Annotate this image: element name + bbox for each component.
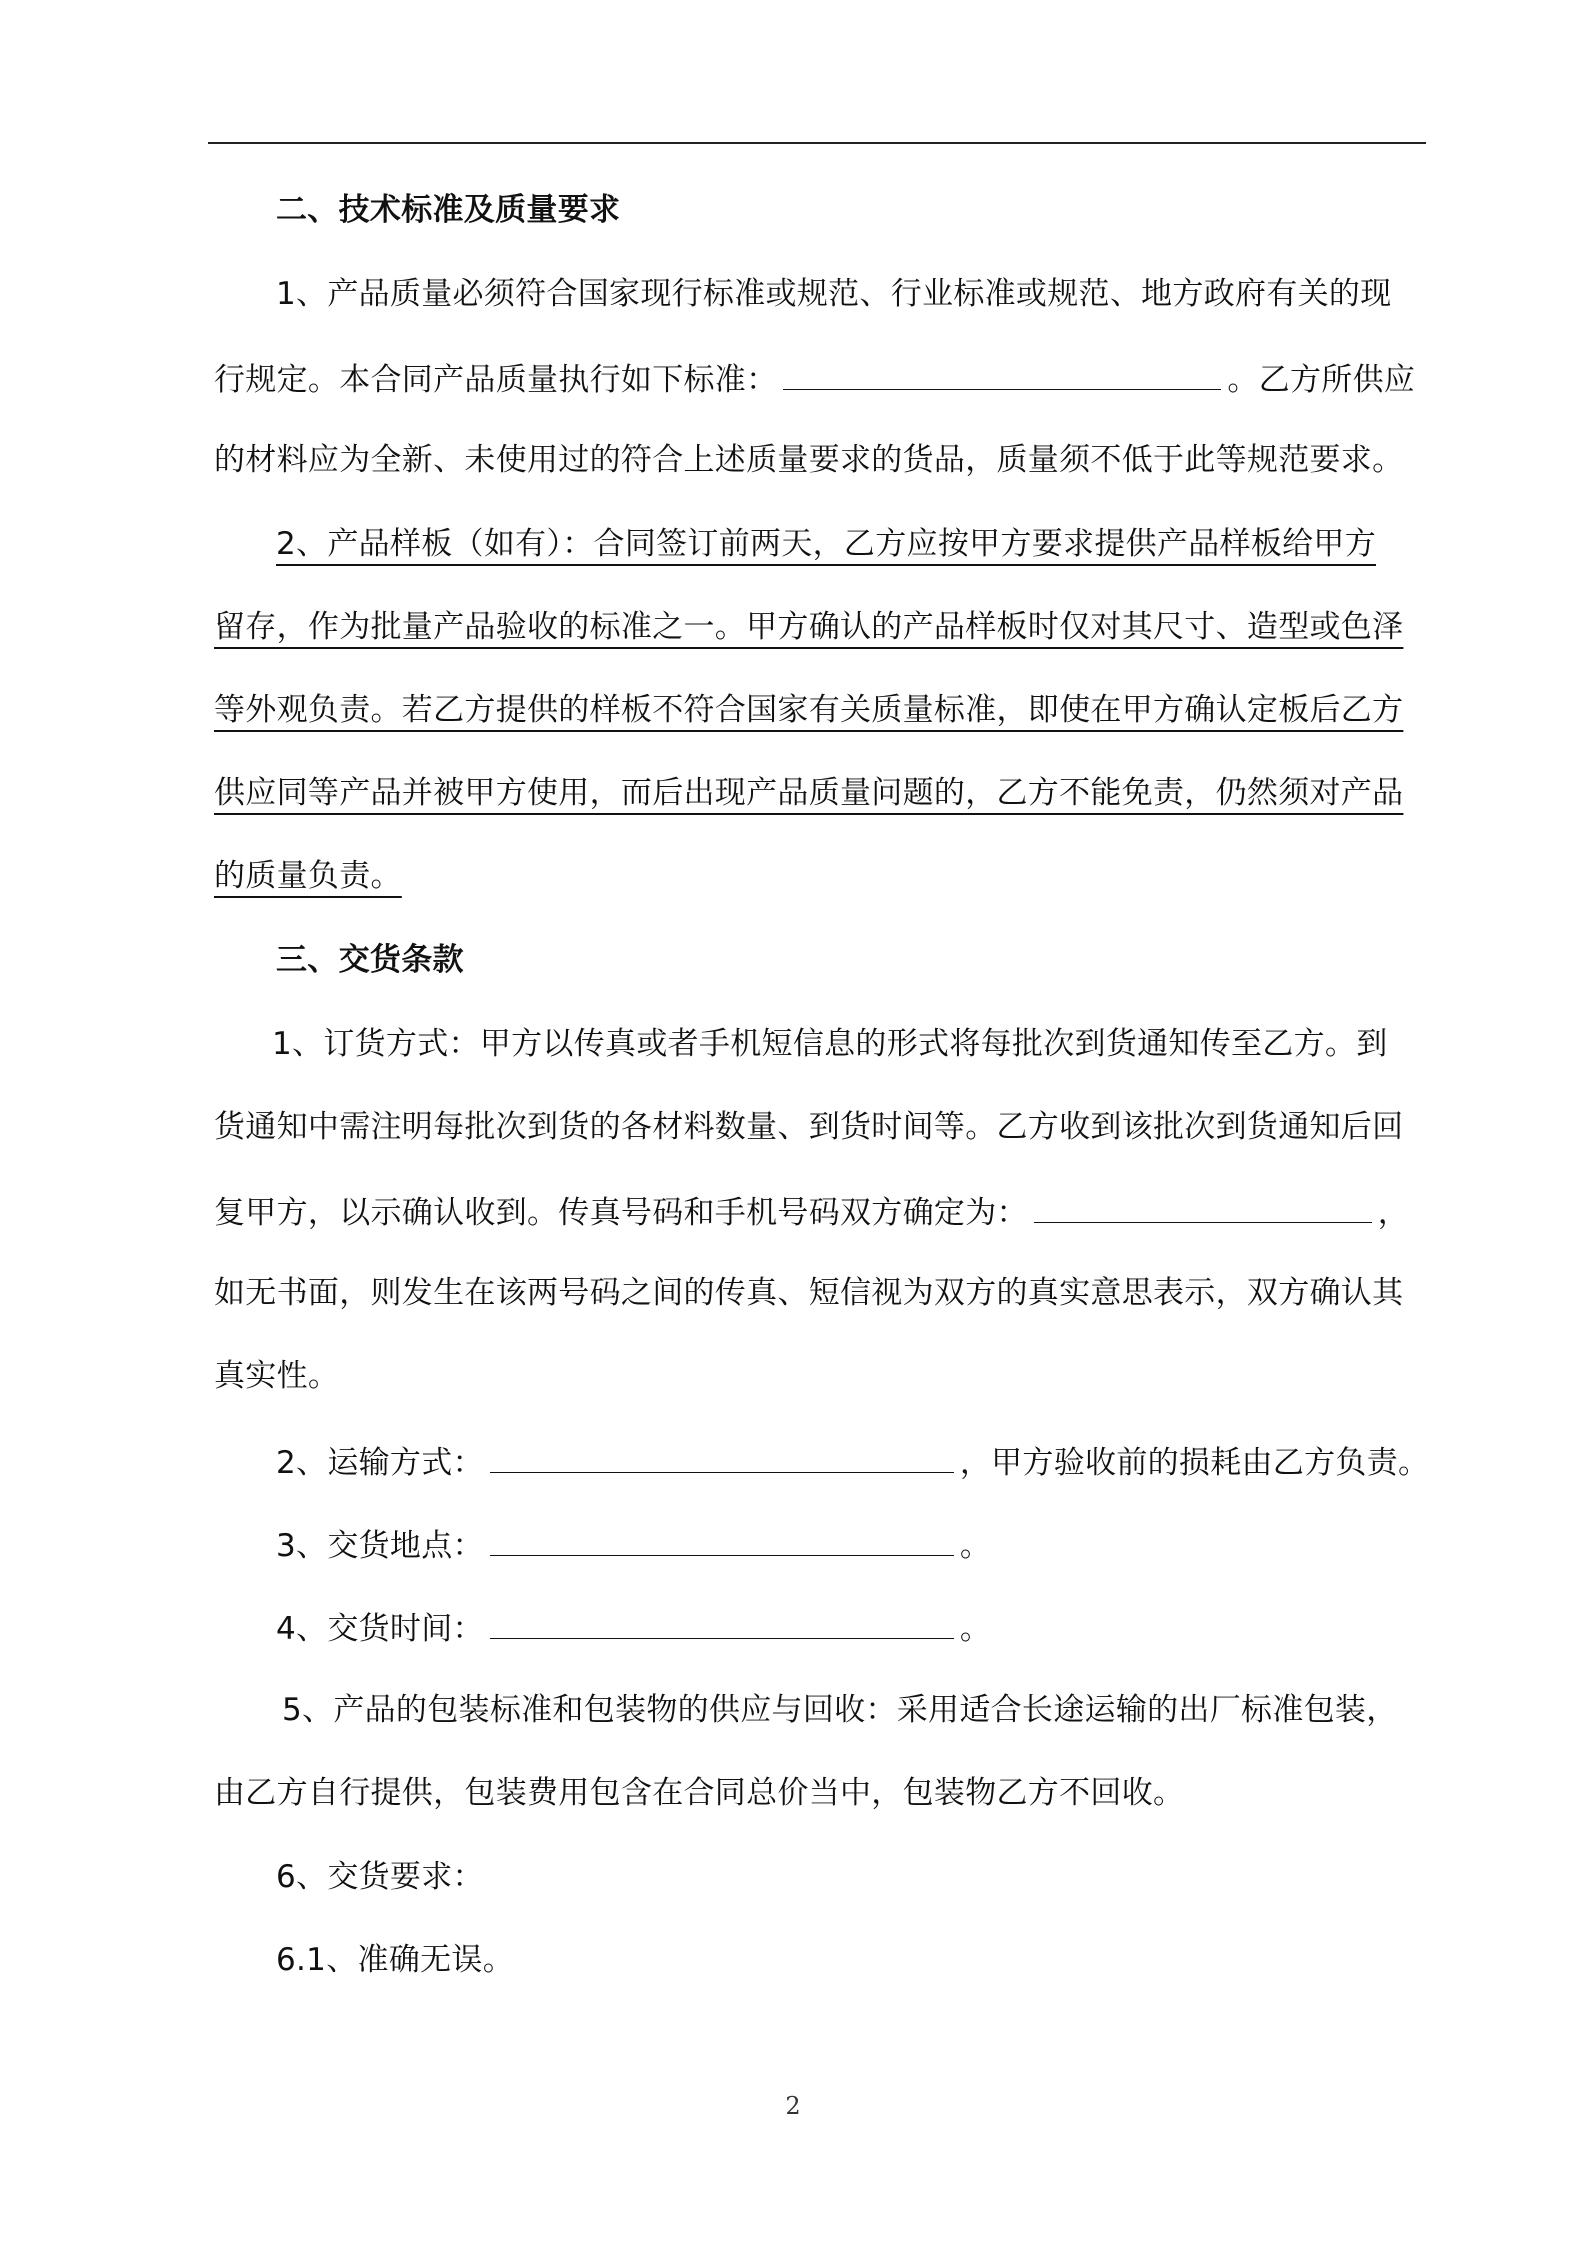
paragraph-line: 1、订货方式：甲方以传真或者手机短信息的形式将每批次到货通知传至乙方。到 — [272, 1026, 1388, 1062]
paragraph-line: 如无书面，则发生在该两号码之间的传真、短信视为双方的真实意思表示，双方确认其 — [214, 1275, 1404, 1311]
standard-blank-field[interactable] — [783, 357, 1221, 390]
paragraph-line: 货通知中需注明每批次到货的各材料数量、到货时间等。乙方收到该批次到货通知后回 — [214, 1109, 1404, 1145]
text-segment: 行规定。本合同产品质量执行如下标准： — [214, 362, 778, 398]
paragraph-line — [214, 357, 1415, 400]
text-segment: 2、运输方式： — [276, 1445, 484, 1481]
underlined-paragraph-line: 等外观负责。若乙方提供的样板不符合国家有关质量标准，即使在甲方确认定板后乙方 — [214, 692, 1404, 728]
paragraph-line: 的材料应为全新、未使用过的符合上述质量要求的货品，质量须不低于此等规范要求。 — [214, 442, 1404, 478]
underlined-paragraph-line: 供应同等产品并被甲方使用，而后出现产品质量问题的，乙方不能免责，仍然须对产品 — [214, 775, 1404, 811]
paragraph-line: 6、交货要求： — [276, 1859, 484, 1895]
text-segment: 。 — [959, 1611, 992, 1647]
paragraph-line: 1、产品质量必须符合国家现行标准或规范、行业标准或规范、地方政府有关的现 — [276, 276, 1392, 312]
transport-line — [276, 1440, 1429, 1483]
text-segment: ，甲方验收前的损耗由乙方负责。 — [959, 1445, 1430, 1481]
text-segment: 3、交货地点： — [276, 1528, 484, 1564]
transport-blank-field[interactable] — [490, 1440, 954, 1473]
text-segment: ， — [1377, 1195, 1410, 1231]
delivery-location-line — [276, 1523, 991, 1566]
page-number: 2 — [785, 2092, 801, 2120]
section-2-heading: 二、技术标准及质量要求 — [276, 192, 621, 228]
time-blank-field[interactable] — [490, 1606, 954, 1639]
text-segment: 。乙方所供应 — [1227, 362, 1416, 398]
paragraph-line: 真实性。 — [214, 1358, 340, 1394]
paragraph-line: 由乙方自行提供，包装费用包含在合同总价当中，包装物乙方不回收。 — [214, 1775, 1185, 1811]
delivery-time-line — [276, 1606, 991, 1649]
header-rule — [208, 142, 1426, 144]
text-segment: 复甲方，以示确认收到。传真号码和手机号码双方确定为： — [214, 1195, 1028, 1231]
paragraph-line: 6.1、准确无误。 — [276, 1942, 514, 1978]
underlined-paragraph-line: 2、产品样板（如有）：合同签订前两天，乙方应按甲方要求提供产品样板给甲方 — [276, 526, 1377, 562]
paragraph-line — [214, 1190, 1409, 1233]
section-3-heading: 三、交货条款 — [276, 942, 464, 978]
text-segment: 。 — [959, 1528, 992, 1564]
paragraph-line: 5、产品的包装标准和包装物的供应与回收：采用适合长途运输的出厂标准包装， — [282, 1692, 1398, 1728]
phone-fax-blank-field[interactable] — [1034, 1190, 1372, 1223]
location-blank-field[interactable] — [490, 1523, 954, 1556]
text-segment: 4、交货时间： — [276, 1611, 484, 1647]
underlined-paragraph-line: 留存，作为批量产品验收的标准之一。甲方确认的产品样板时仅对其尺寸、造型或色泽 — [214, 609, 1404, 645]
underlined-paragraph-line: 的质量负责。 — [214, 858, 402, 894]
